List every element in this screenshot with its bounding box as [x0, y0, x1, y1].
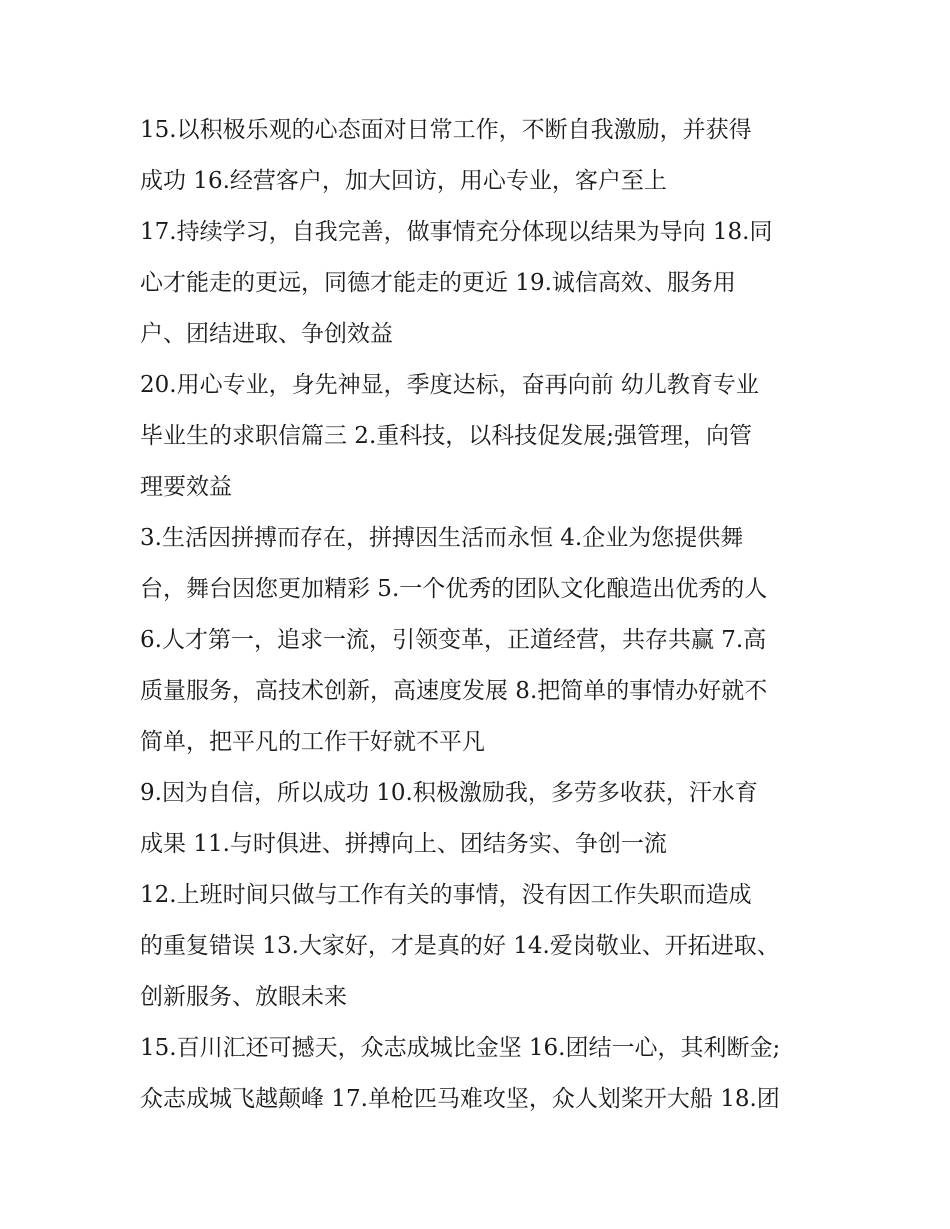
text-line: 毕业生的求职信篇三 2.重科技，以科技促发展;强管理，向管: [140, 423, 753, 449]
text-line: 15.百川汇还可撼天，众志成城比金坚 16.团结一心，其利断金;: [140, 1035, 781, 1061]
text-line: 台，舞台因您更加精彩 5.一个优秀的团队文化酿造出优秀的人: [140, 576, 768, 602]
text-line: 3.生活因拼搏而存在，拼搏因生活而永恒 4.企业为您提供舞: [140, 525, 744, 551]
text-line: 众志成城飞越颠峰 17.单枪匹马难攻坚，众人划桨开大船 18.团: [140, 1086, 780, 1112]
text-line: 17.持续学习，自我完善，做事情充分体现以结果为导向 18.同: [140, 219, 773, 245]
text-line: 20.用心专业，身先神显，季度达标，奋再向前 幼儿教育专业: [140, 372, 759, 398]
text-line: 12.上班时间只做与工作有关的事情，没有因工作失职而造成: [140, 882, 752, 908]
document-body: [140, 108, 830, 1128]
text-line: 的重复错误 13.大家好，才是真的好 14.爱岗敬业、开拓进取、: [140, 933, 780, 959]
text-line: 质量服务，高技术创新，高速度发展 8.把简单的事情办好就不: [140, 678, 768, 704]
text-line: 15.以积极乐观的心态面对日常工作，不断自我激励，并获得: [140, 117, 752, 143]
text-line: 理要效益: [140, 474, 232, 500]
text-line: 简单，把平凡的工作干好就不平凡: [140, 729, 485, 755]
text-line: 成果 11.与时俱进、拼搏向上、团结务实、争创一流: [140, 831, 667, 857]
text-line: 创新服务、放眼未来: [140, 984, 347, 1010]
text-line: 成功 16.经营客户，加大回访，用心专业，客户至上: [140, 168, 667, 194]
text-line: 心才能走的更远，同德才能走的更近 19.诚信高效、服务用: [140, 270, 736, 296]
text-line: 6.人才第一，追求一流，引领变革，正道经营，共存共赢 7.高: [140, 627, 767, 653]
text-line: 户、团结进取、争创效益: [140, 321, 393, 347]
text-line: 9.因为自信，所以成功 10.积极激励我，多劳多收获，汗水育: [140, 780, 758, 806]
